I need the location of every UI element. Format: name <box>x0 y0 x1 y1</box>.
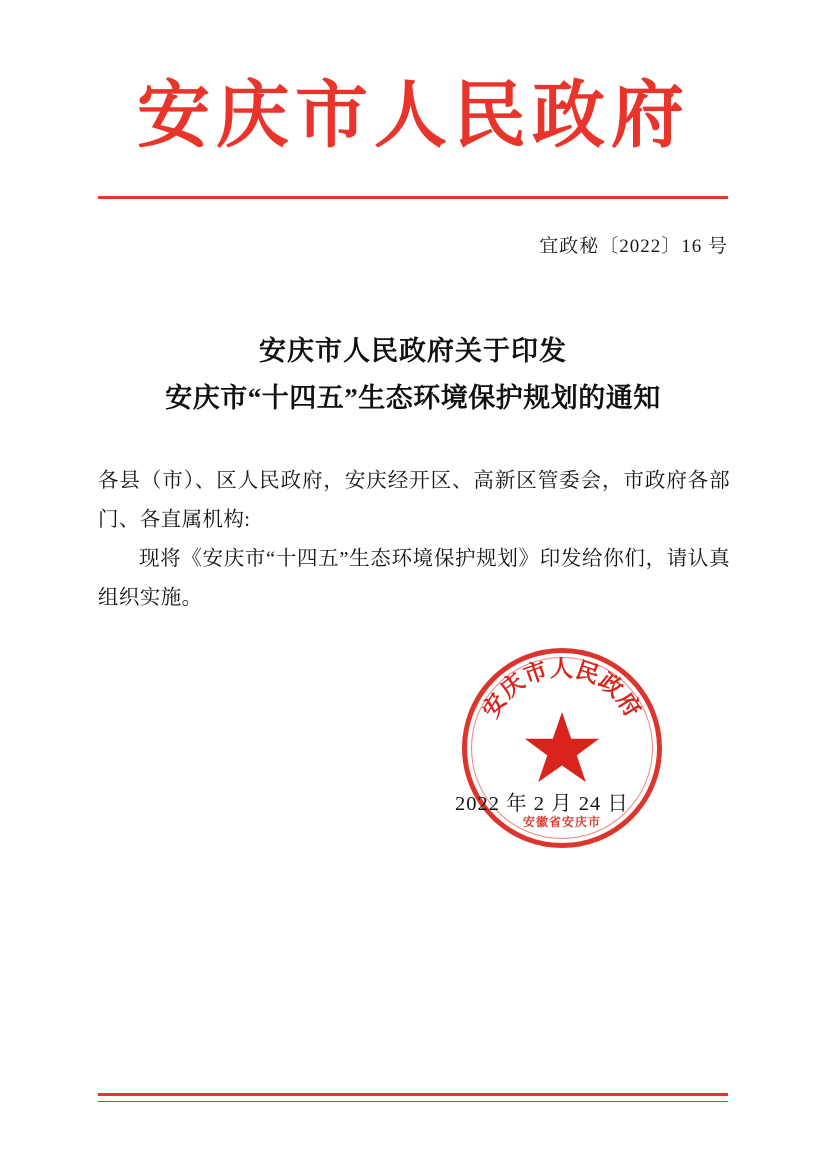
document-number: 宜政秘〔2022〕16 号 <box>539 236 728 257</box>
footer-divider-thick <box>98 1093 728 1096</box>
masthead-title: 安庆市人民政府 <box>137 75 690 156</box>
document-body <box>98 462 730 618</box>
svg-text:安庆市人民政府: 安庆市人民政府 <box>478 656 646 723</box>
page-title <box>98 328 728 422</box>
footer-divider-thin <box>98 1101 728 1102</box>
header-divider <box>98 196 728 199</box>
masthead <box>0 75 827 156</box>
official-seal <box>462 648 662 848</box>
five-pointed-star-icon <box>523 709 601 787</box>
body-paragraph-1: 现将《安庆市“十四五”生态环境保护规划》印发给你们，请认真组织实施。 <box>98 548 730 609</box>
body-recipient: 各县（市）、区人民政府，安庆经开区、高新区管委会，市政府各部门、各直属机构: <box>98 470 730 531</box>
page-title-line-1: 安庆市人民政府关于印发 <box>259 336 567 366</box>
page-title-line-2: 安庆市“十四五”生态环境保护规划的通知 <box>165 383 661 413</box>
document-date: 2022 年 2 月 24 日 <box>455 793 629 815</box>
seal-bottom-text: 安徽省安庆市 <box>522 815 601 829</box>
